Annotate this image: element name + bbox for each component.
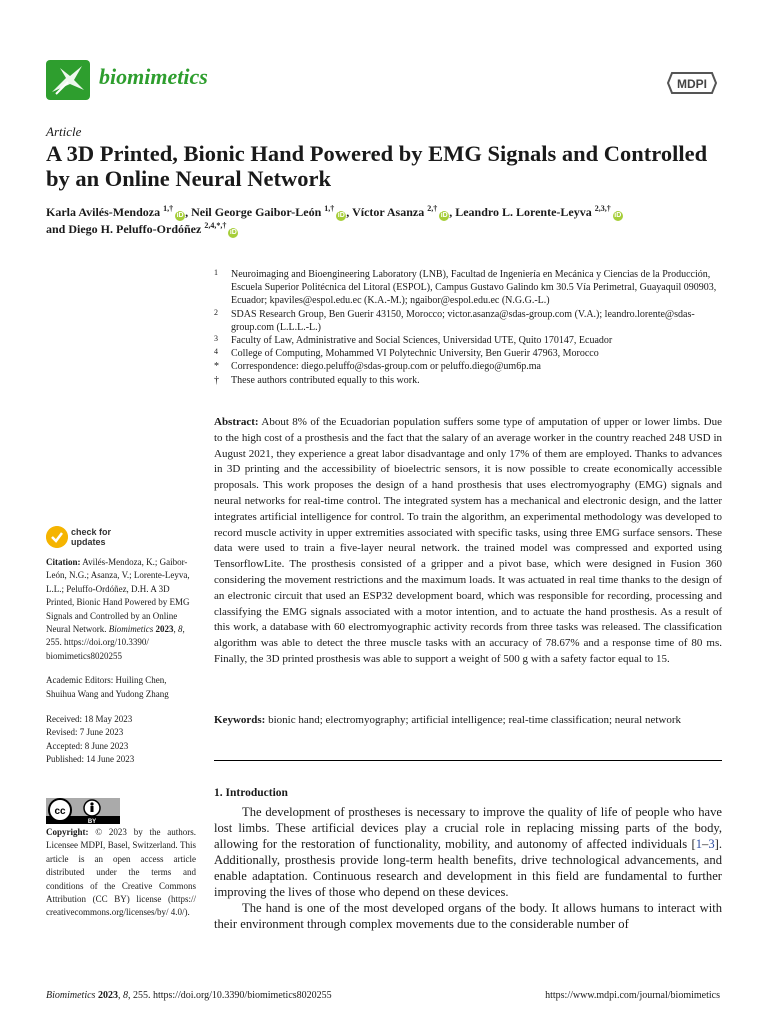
svg-text:cc: cc [54, 806, 66, 817]
orcid-icon[interactable]: iD [440, 212, 448, 219]
abstract-label: Abstract: [214, 416, 259, 428]
author-affiliation: 1,† [163, 204, 174, 213]
author-name: Leandro L. Lorente-Leyva [455, 205, 592, 219]
correspondence[interactable]: * Correspondence: diego.peluffo@sdas-group.com or peluffo.diego@um6p.ma [214, 361, 541, 373]
author-name: Diego H. Peluffo-Ordóñez [68, 222, 202, 236]
journal-logo-icon [46, 60, 90, 100]
affiliation-item: 3 Faculty of Law, Administrative and Social Sciences, Universidad UTE, Quito 170147, Ecuador [214, 334, 613, 347]
copyright-label: Copyright: [46, 827, 89, 837]
paper-title: A 3D Printed, Bionic Hand Powered by EMG Signals and Controlled by an Online Neural Network [46, 141, 708, 191]
citation-link[interactable]: 3 [708, 837, 715, 851]
orcid-icon[interactable]: iD [176, 212, 184, 219]
introduction-body [214, 804, 722, 932]
date-accepted: Accepted: 8 June 2023 [46, 740, 129, 751]
footer-citation[interactable]: Biomimetics 2023, 8, 255. https://doi.org/10.3390/biomimetics8020255 [46, 990, 332, 1001]
author-name: Karla Avilés-Mendoza [46, 205, 161, 219]
author-list: Karla Avilés-Mendoza $^{1,\dagger}$iD , Neil George Gaibor-León $^{1,\dagger}$iD , Víctor Asanza $^{2,\dagger}$iD , Leandro L. Lorente-Leyva $^{2,3,\dagger}$iD and Diego H. Peluffo-Ordóñez $^{2,4,*,\dagger}$iD [46, 204, 622, 236]
citation-block: Citation: Avilés-Mendoza, K.; Gaibor-León, N.G.; Asanza, V.; Lorente-Leyva, L.L.; Peluffo-Ordóñez, D.H. A 3D Printed, Bionic Hand Powered by EMG Signals and Controlled by an Online Neural Network. Biomimetics 2023, 8, 255. https://doi.org/10.3390/ biomimetics8020255 Academic Editors: Huiling Chen, Shuihua Wang and Yudong Zhang Received: 18 May 2023 Revised: 7 June 2023 Accepted: 8 June 2023 Published: 14 June 2023 [46, 556, 198, 767]
keywords [214, 712, 722, 729]
journal-name[interactable]: biomimetics [99, 64, 208, 89]
divider [214, 760, 722, 761]
article-type: Article [46, 124, 82, 139]
author-name: Neil George Gaibor-León [191, 205, 322, 219]
author-affiliation: 2,† [427, 204, 438, 213]
equal-contribution-note: † These authors contributed equally to this work. [214, 374, 420, 386]
svg-text:BY: BY [87, 819, 97, 824]
orcid-icon[interactable]: iD [229, 229, 237, 236]
author-affiliation: 2,4,*,† [204, 221, 227, 230]
abstract [214, 415, 722, 668]
author-joiner: and [46, 222, 66, 236]
affiliation-item: 4 College of Computing, Mohammed VI Polytechnic University, Ben Guerir 47963, Morocco [214, 347, 599, 360]
copyright-notice: Copyright: © 2023 by the authors. Licensee MDPI, Basel, Switzerland. This article is an open access article distributed under the terms and conditions of the Creative Commons Attribution (CC BY) license (https:// creativecommons.org/licenses/by/ 4.0/). [46, 827, 197, 918]
date-revised: Revised: 7 June 2023 [46, 727, 124, 738]
mdpi-logo-text: MDPI [677, 77, 707, 91]
paragraph: The development of prostheses is necessary to improve the quality of life of people who have lost limbs. These artificial devices play a crucial role in replacing missing parts of the body, allowing for the restoration of functionality, mobility, and autonomy of affected individuals [1–3]. Additionally, prosthesis provide long-term health benefits, drive technological advancements, and enable adaptation. Continuous research and development in this field are fundamental to further improving the lives of those who depend on these devices. [214, 805, 722, 899]
keywords-text: bionic hand; electromyography; artificial intelligence; real-time classification; neural network [268, 714, 682, 726]
footer-journal-url[interactable]: https://www.mdpi.com/journal/biomimetics [545, 990, 720, 1001]
abstract-text: About 8% of the Ecuadorian population suffers some type of amputation of upper or lower limbs. Due to the high cost of a prosthesis and the fact that the salary of an average worker in the country reached 248 USD in August 2021, they experience a great labor disadvantage and only 17% of them are employed. Thanks to advances in 3D printing and the accessibility of bioelectric sensors, it is now possible to create economically accessible proposals. This work proposes the design of a hand prosthesis that uses electromyography (EMG) signals and neural networks for real-time control. The integrated system has a mechanical and electronic design, and the latter integrates artificial intelligence for control. To train the algorithm, an experimental methodology was developed to record muscle activity in upper extremities associated with specific tasks, using three EMG surface sensors. These data were used to train a five-layer neural network. the trained model was compressed and exported using TensorflowLite. The prosthesis consisted of a gripper and a pivot base, which were designed in Fusion 360 considering the movement restrictions and the maximum loads. It was actuated in real time thanks to the design of an electronic circuit that used an ESP32 development board, which was responsible for recording, processing and classifying the EMG signals associated with a motor intention, and to actuate the hand prosthesis. As a result of this work, a database with 60 electromyographic activity records from three tasks was released. The classification algorithm was able to detect the three muscle tasks with an accuracy of 78.67% and a response time of 80 ms. Finally, the 3D printed prosthesis was able to support a weight of 500 g with a safety factor equal to 15. [214, 416, 722, 665]
affiliations [214, 268, 724, 387]
date-published: Published: 14 June 2023 [46, 754, 135, 765]
paragraph: The hand is one of the most developed organs of the body. It allows humans to interact with their environment through complex movements due to the considerable number of [214, 901, 722, 931]
citation-doi[interactable]: , 255. https://doi.org/10.3390/ biomimetics8020255 [46, 624, 185, 661]
cc-by-license-icon[interactable] [46, 798, 120, 824]
orcid-icon[interactable]: iD [614, 212, 622, 219]
citation-link[interactable]: 1 [695, 837, 703, 851]
author-affiliation: 1,† [324, 204, 335, 213]
mdpi-logo[interactable] [666, 69, 718, 97]
affiliation-item: 2 SDAS Research Group, Ben Guerir 43150, Morocco; victor.asanza@sdas-group.com (V.A.); leandro.lorente@sdas-group.com (L.L.L.-L.) [214, 307, 695, 333]
check-for-updates-button[interactable]: check for updates [46, 526, 186, 550]
check-updates-icon [46, 526, 68, 548]
date-received: Received: 18 May 2023 [46, 714, 133, 725]
keywords-label: Keywords: [214, 714, 266, 726]
academic-editors: Academic Editors: Huiling Chen, Shuihua Wang and Yudong Zhang [46, 675, 169, 699]
citation-label: Citation: [46, 557, 81, 567]
affiliation-item: 1 Neuroimaging and Bioengineering Laboratory (LNB), Facultad de Ingeniería en Mecánica y Ciencias de la Producción, Escuela Superior Politécnica del Litoral (ESPOL), Campus Gustavo Galindo km 30.5 Vía Perimetral, Guayaquil 090903, Ecuador; kpaviles@espol.edu.ec (K.A.-M.); ngaibor@espol.edu.ec (N.G.G.-L.) [214, 268, 717, 307]
orcid-icon[interactable]: iD [337, 212, 345, 219]
author-name: Víctor Asanza [352, 205, 425, 219]
section-heading: 1. Introduction [214, 787, 288, 799]
author-affiliation: 2,3,† [594, 204, 611, 213]
